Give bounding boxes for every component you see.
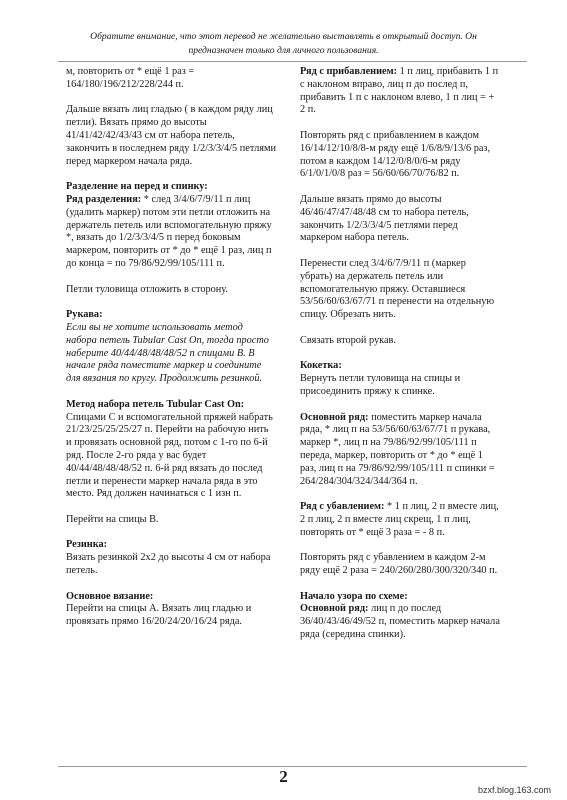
section-body: поместить маркер начала ряда, * лиц п на 53/56/60/63/67/71 п рукава, маркер *, лиц п на 79/86/92/99/105/111 п переда, маркер, повторить от * до * ещё 1 раз, лиц п на 79/86/92/99/105/111 п спинки = 264/284/304/324/344/364 п. bbox=[300, 411, 495, 487]
section-body: Вернуть петли туловища на спицы и присоединить пряжу к спинке. bbox=[300, 373, 461, 397]
header-divider bbox=[58, 61, 527, 62]
paragraph: Дальше вязать прямо до высоты 46/46/47/47/48/48 см то набора петель, закончить 1/2/3/3/4/5 петлями перед маркером набора петель. bbox=[300, 193, 469, 244]
section-ribbing bbox=[66, 539, 276, 577]
paragraph: м, повторить от * ещё 1 раз = 164/180/196/212/228/244 п. bbox=[66, 66, 195, 90]
row-heading: Основной ряд: bbox=[300, 603, 369, 615]
section-body: Перейти на спицы А. Вязать лиц гладью и провязать прямо 16/20/24/20/16/24 ряда. bbox=[66, 603, 252, 628]
section-chart-start bbox=[300, 591, 500, 642]
section-body: * 1 п лиц, 2 п вместе лиц, 2 п лиц, 2 п вместе лиц скрещ, 1 п лиц, повторять от * ещё 3 раза = - 8 п. bbox=[300, 501, 499, 538]
row-heading: Ряд разделения: bbox=[66, 193, 142, 205]
notice-line-1: Обратите внимание, что этот перевод не желательно выставлять в открытый доступ. Он bbox=[90, 31, 477, 42]
notice-line-2: предназначен только для личного пользования. bbox=[188, 45, 379, 56]
section-body: 1 п лиц, прибавить 1 п с наклоном вправо, лиц п до послед п, прибавить 1 п с наклоном влево, 1 п лиц = + 2 п. bbox=[300, 66, 499, 116]
paragraph: Связать второй рукав. bbox=[300, 334, 396, 346]
section-heading: Основное вязание: bbox=[66, 590, 154, 602]
paragraph: Повторять ряд с убавлением в каждом 2-м ряду ещё 2 раза = 240/260/280/300/320/340 п. bbox=[300, 552, 498, 577]
section-heading: Резинка: bbox=[66, 539, 108, 551]
section-heading: Рукава: bbox=[66, 309, 103, 321]
section-body: лиц п до послед 36/40/43/46/49/52 п, поместить маркер начала ряда (середина спинки). bbox=[300, 603, 500, 641]
paragraph: Перейти на спицы В. bbox=[66, 513, 159, 525]
italic-note: Если вы не хотите использовать метод набора петель Tubular Cast On, тогда просто наберите 40/44/48/48/48/52 п спицами В. В начале ряда поместите маркер и соедините для вязания по кругу. Продолжить резинкой. bbox=[66, 321, 269, 385]
left-column bbox=[66, 66, 276, 642]
section-heading: Метод набора петель Tubular Cast On: bbox=[66, 398, 245, 410]
section-heading: Начало узора по схеме: bbox=[300, 590, 408, 602]
section-main-knitting bbox=[66, 591, 276, 629]
notice-header bbox=[40, 30, 527, 58]
row-heading: Ряд с убавлением: bbox=[300, 501, 385, 513]
paragraph: Перенести след 3/4/6/7/9/11 п (маркер убрать) на держатель петель или вспомогательную пряжу. Оставшиеся 53/56/60/63/67/71 п перенести на отдельную спицу. Обрезать нить. bbox=[300, 257, 495, 321]
page-number: 2 bbox=[279, 767, 288, 786]
section-body: Спицами С и вспомогательной пряжей набрать 21/23/25/25/25/27 п. Перейти на рабочую нить и провязать основной ряд, потом с 1-го по 6-й ряд. После 2-го ряда у вас будет 40/44/48/48/48/52 п. 6-й ряд вязать до послед петли и перенести маркер начала ряда в это место. Ряд должен начинаться с 1 изн п. bbox=[66, 411, 273, 500]
section-decrease-row bbox=[300, 501, 500, 539]
section-base-row bbox=[300, 412, 500, 489]
row-heading: Основной ряд: bbox=[300, 411, 369, 423]
watermark: bzxf.blog.163.com bbox=[477, 785, 551, 795]
section-sleeves bbox=[66, 309, 276, 386]
section-heading: Разделение на перед и спинку: bbox=[66, 181, 208, 193]
section-body: Вязать резинкой 2х2 до высоты 4 см от набора петель. bbox=[66, 552, 271, 577]
right-column bbox=[300, 66, 500, 655]
section-increase-row bbox=[300, 66, 500, 117]
paragraph: Повторять ряд с прибавлением в каждом 16/14/12/10/8/8-м ряду ещё 1/6/8/9/13/6 раз, потом в каждом 14/12/0/8/0/6-м ряду 6/1/0/1/0/8 раз = 56/60/66/70/76/82 п. bbox=[300, 129, 491, 180]
paragraph: Петли туловища отложить в сторону. bbox=[66, 283, 228, 295]
section-divide bbox=[66, 181, 276, 271]
row-heading: Ряд с прибавлением: bbox=[300, 66, 398, 77]
section-tubular-cast-on bbox=[66, 399, 276, 501]
paragraph: Дальше вязать лиц гладью ( в каждом ряду лиц петли). Вязать прямо до высоты 41/41/42/42/43/43 см от набора петель, закончить в последнем ряду 1/2/3/3/4/5 петлями перед маркером начала ряда. bbox=[66, 104, 276, 167]
section-yoke bbox=[300, 360, 500, 398]
section-heading: Кокетка: bbox=[300, 360, 342, 372]
section-body: * след 3/4/6/7/9/11 п лиц (удалить маркер) потом эти петли отложить на держатель петель или вспомогательную пряжу *, вязать до 1/2/3/3/4/5 п перед боковым маркером, повторить от * до * ещё 1 раз, лиц п до конца = по 79/86/92/99/105/111 п. bbox=[66, 193, 272, 269]
